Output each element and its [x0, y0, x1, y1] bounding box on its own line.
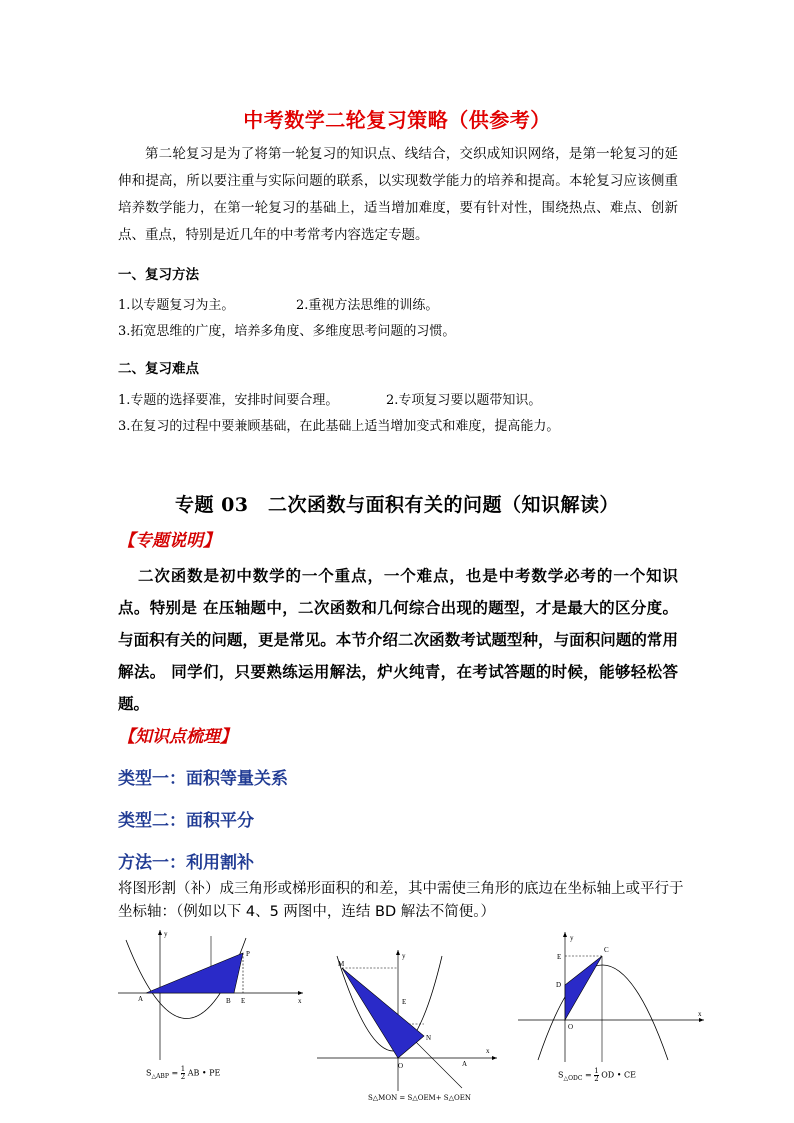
- fig1-label-b: B: [226, 997, 231, 1005]
- figure-2: [312, 946, 502, 1111]
- type-one-heading: 类型一：面积等量关系: [118, 769, 288, 789]
- fig1-label-p: P: [246, 950, 250, 958]
- section-heading-difficulties: 二、复习难点: [118, 361, 199, 377]
- figure-3: [518, 930, 708, 1095]
- figure-1-graph: [118, 928, 308, 1063]
- figure-1: [118, 928, 308, 1093]
- method-item-3: 3.拓宽思维的广度，培养多角度、多维度思考问题的习惯。: [118, 324, 456, 339]
- fig2-label-n: N: [426, 1034, 432, 1042]
- fig3-label-o: O: [568, 1023, 574, 1031]
- section-heading-methods: 一、复习方法: [118, 267, 199, 283]
- page-title: 中考数学二轮复习策略（供参考）: [243, 108, 551, 132]
- type-two-heading: 类型二：面积平分: [118, 811, 254, 831]
- fig3-label-c: C: [604, 946, 609, 954]
- label-topic-description: 【专题说明】: [118, 531, 220, 551]
- fig3-label-d: D: [556, 981, 562, 989]
- fig2-label-y: y: [402, 952, 406, 960]
- label-knowledge-points: 【知识点梳理】: [118, 727, 237, 747]
- method-one-description: 将图形割（补）成三角形或梯形面积的和差，其中需使三角形的底边在坐标轴上或平行于坐标轴：（例如以下 4、5 两图中，连结 BD 解法不简便。）: [118, 881, 684, 920]
- fig1-label-e: E: [241, 997, 246, 1005]
- fig2-label-a: A: [462, 1060, 468, 1068]
- fig1-label-x: x: [298, 997, 302, 1005]
- topic-title: 专题 03 二次函数与面积有关的问题（知识解读）: [174, 494, 620, 516]
- intro-paragraph: 第二轮复习是为了将第一轮复习的知识点、线结合，交织成知识网络，是第一轮复习的延伸和提高，所以要注重与实际问题的联系，以实现数学能力的培养和提高。本轮复习应该侧重培养数学能力，在第一轮复习的基础上，适当增加难度，要有针对性，围绕热点、难点、创新点、重点，特别是近几年的中考常考内容选定专题。: [118, 146, 678, 243]
- method-item-1: 1.以专题复习为主。: [118, 298, 235, 313]
- fig1-label-y: y: [164, 930, 168, 938]
- fig2-label-e: E: [402, 998, 407, 1006]
- figure-3-caption: $S_{\triangle ODC}$ = $\frac{1}{2}$ OD • CE: [558, 1067, 636, 1083]
- difficulty-item-3: 3.在复习的过程中要兼顾基础，在此基础上适当增加变式和难度，提高能力。: [118, 419, 560, 434]
- fig2-label-o: O: [398, 1062, 404, 1070]
- method-one-heading: 方法一：利用割补: [118, 853, 254, 873]
- topic-description: 二次函数是初中数学的一个重点，一个难点，也是中考数学必考的一个知识点。特别是 在压轴题中，二次函数和几何综合出现的题型，才是最大的区分度。与面积有关的问题，更是常见。本节介绍二次函数考试题型种，与面积问题的常用解法。 同学们，只要熟练运用解法，炉火纯青，在考试答题的时候，能够轻松答题。: [118, 566, 678, 713]
- fig3-label-x: x: [698, 1010, 702, 1018]
- fig2-label-x: x: [486, 1047, 490, 1055]
- fig3-label-e: E: [557, 953, 562, 961]
- figure-1-caption: $S_{\triangle ABP}$ = $\frac{1}{2}$ AB • PE: [146, 1065, 221, 1081]
- figure-3-graph: [518, 930, 708, 1065]
- fig1-label-a: A: [138, 995, 144, 1003]
- method-item-2: 2.重视方法思维的训练。: [296, 298, 439, 313]
- fig2-label-m: M: [338, 960, 345, 968]
- figure-2-caption: S△MON = S△OEM+ S△OEN: [368, 1094, 471, 1102]
- fig3-label-y: y: [570, 934, 574, 942]
- difficulty-item-1: 1.专题的选择要准，安排时间要合理。: [118, 393, 339, 408]
- figure-2-graph: [312, 946, 502, 1091]
- difficulty-item-2: 2.专项复习要以题带知识。: [386, 393, 542, 408]
